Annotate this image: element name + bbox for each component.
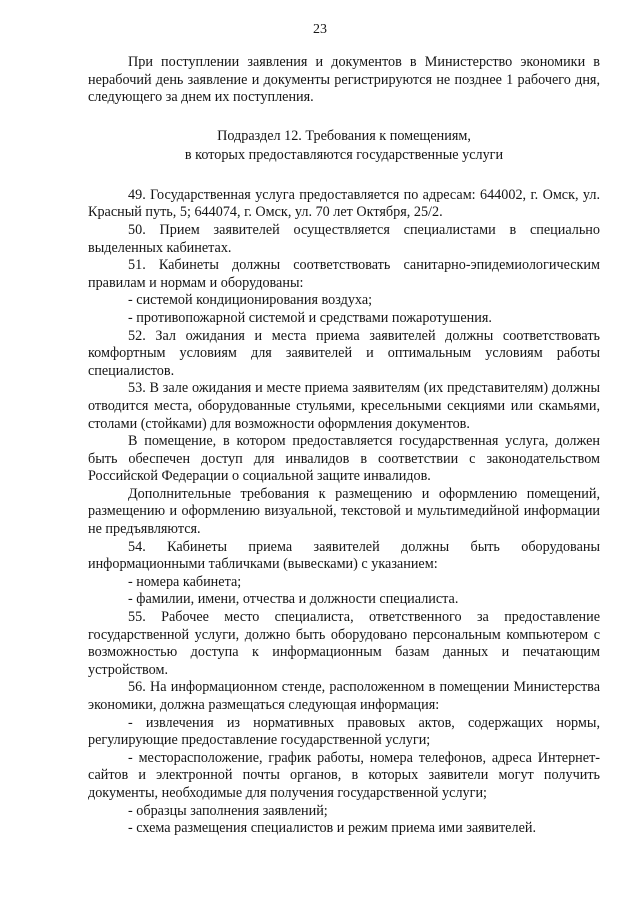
paragraph: 50. Прием заявителей осуществляется специалистами в специально выделенных кабинетах. — [88, 221, 600, 256]
paragraph: В помещение, в котором предоставляется государственная услуга, должен быть обеспечен доступ для инвалидов в соответствии с законодательством Российской Федерации о социальной защите инвалидов. — [88, 433, 600, 485]
section-heading — [88, 127, 600, 165]
page-number: 23 — [313, 22, 327, 37]
paragraph: 52. Зал ожидания и места приема заявителей должны соответствовать комфортным условиям для заявителей и оптимальным условиям работы специалистов. — [88, 327, 600, 379]
list-item: - фамилии, имени, отчества и должности специалиста. — [128, 591, 459, 608]
paragraph: 49. Государственная услуга предоставляется по адресам: 644002, г. Омск, ул. Красный путь, 5; 644074, г. Омск, ул. 70 лет Октября, 25/2. — [88, 186, 600, 221]
list-item: - схема размещения специалистов и режим приема ими заявителей. — [128, 820, 537, 837]
paragraph-list — [88, 187, 600, 838]
list-item: - номера кабинета; — [128, 573, 242, 590]
list-item: - противопожарной системой и средствами пожаротушения. — [128, 309, 492, 326]
paragraph: - извлечения из нормативных правовых актов, содержащих нормы, регулирующие предоставление государственной услуги; — [88, 714, 600, 749]
paragraph: 56. На информационном стенде, расположенном в помещении Министерства экономики, должна размещаться следующая информация: — [88, 679, 600, 713]
paragraph: 53. В зале ожидания и месте приема заявителям (их представителям) должны отводится места, оборудованные стульями, кресельными секциями или скамьями, столами (стойками) для возможности оформления документов. — [88, 380, 600, 432]
paragraph: 51. Кабинеты должны соответствовать санитарно-эпидемиологическим правилам и нормам и оборудованы: — [88, 257, 600, 291]
document-body — [88, 54, 600, 838]
section-heading-line-2: в которых предоставляются государственные услуги — [184, 146, 504, 163]
paragraph: 55. Рабочее место специалиста, ответственного за предоставление государственной услуги, должно быть оборудовано персональным компьютером с возможностью доступа к информационным базам данных и печатающим устройством. — [88, 609, 600, 678]
list-item: - образцы заполнения заявлений; — [128, 802, 328, 819]
paragraph: - месторасположение, график работы, номера телефонов, адреса Интернет-сайтов и электронной почты органов, в которых заявители могут получить документы, необходимые для получения государственной услуги; — [88, 749, 600, 801]
list-item: - системой кондиционирования воздуха; — [128, 292, 373, 309]
paragraph: Дополнительные требования к размещению и оформлению помещений, размещению и оформлению визуальной, текстовой и мультимедийной информации не предъявляются. — [88, 485, 600, 538]
intro-paragraph: При поступлении заявления и документов в Министерство экономики в нерабочий день заявление и документы регистрируются не позднее 1 рабочего дня, следующего за днем их поступления. — [88, 54, 600, 106]
paragraph: 54. Кабинеты приема заявителей должны быть оборудованы информационными табличками (вывесками) с указанием: — [88, 538, 600, 573]
section-heading-line-1: Подраздел 12. Требования к помещениям, — [217, 127, 471, 144]
